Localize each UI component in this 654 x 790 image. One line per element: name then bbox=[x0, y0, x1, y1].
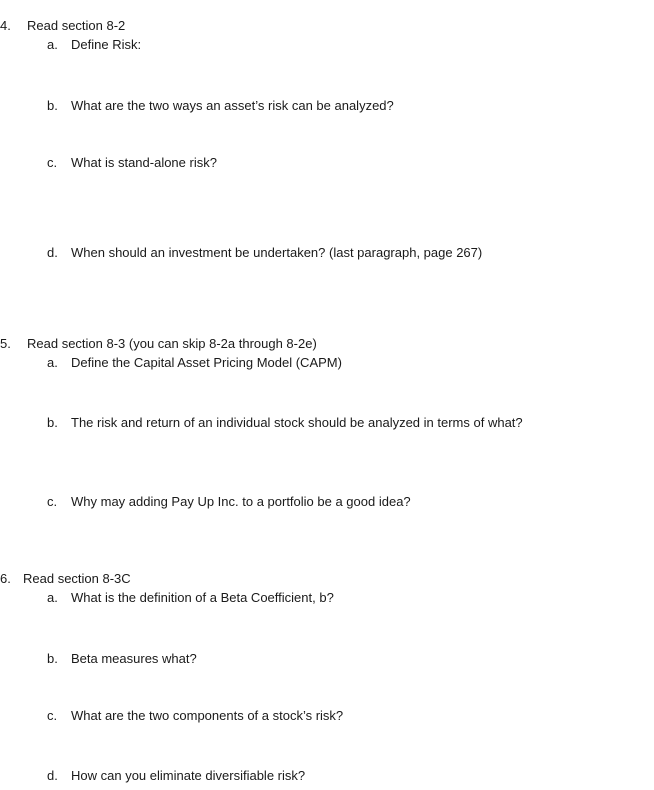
question-text: How can you eliminate diversifiable risk? bbox=[71, 768, 306, 783]
section-number: 5. bbox=[0, 336, 11, 351]
question-text: The risk and return of an individual stock should be analyzed in terms of what? bbox=[71, 415, 523, 430]
question-letter: d. bbox=[47, 768, 58, 783]
question-text: Define Risk: bbox=[71, 37, 142, 52]
question-letter: c. bbox=[47, 155, 58, 170]
question-letter: c. bbox=[47, 494, 58, 509]
question-letter: b. bbox=[47, 651, 58, 666]
question-letter: a. bbox=[47, 590, 58, 605]
question-text: What are the two ways an asset’s risk can be analyzed? bbox=[71, 98, 394, 113]
question-text: What is stand-alone risk? bbox=[71, 155, 217, 170]
question-text: What are the two components of a stock’s risk? bbox=[71, 708, 344, 723]
section-title: Read section 8-3C bbox=[23, 571, 131, 586]
question-text: Why may adding Pay Up Inc. to a portfolio be a good idea? bbox=[71, 494, 411, 509]
section-number: 6. bbox=[0, 571, 11, 586]
question-letter: d. bbox=[47, 245, 58, 260]
question-letter: a. bbox=[47, 355, 58, 370]
section-title: Read section 8-2 bbox=[27, 18, 126, 33]
section-title: Read section 8-3 (you can skip 8-2a through 8-2e) bbox=[27, 336, 317, 351]
section-number: 4. bbox=[0, 18, 11, 33]
question-letter: a. bbox=[47, 37, 58, 52]
question-text: Define the Capital Asset Pricing Model (CAPM) bbox=[71, 355, 342, 370]
question-text: Beta measures what? bbox=[71, 651, 197, 666]
question-letter: b. bbox=[47, 415, 58, 430]
question-text: When should an investment be undertaken? (last paragraph, page 267) bbox=[71, 245, 483, 260]
question-letter: b. bbox=[47, 98, 58, 113]
question-text: What is the definition of a Beta Coefficient, b? bbox=[71, 590, 334, 605]
question-letter: c. bbox=[47, 708, 58, 723]
